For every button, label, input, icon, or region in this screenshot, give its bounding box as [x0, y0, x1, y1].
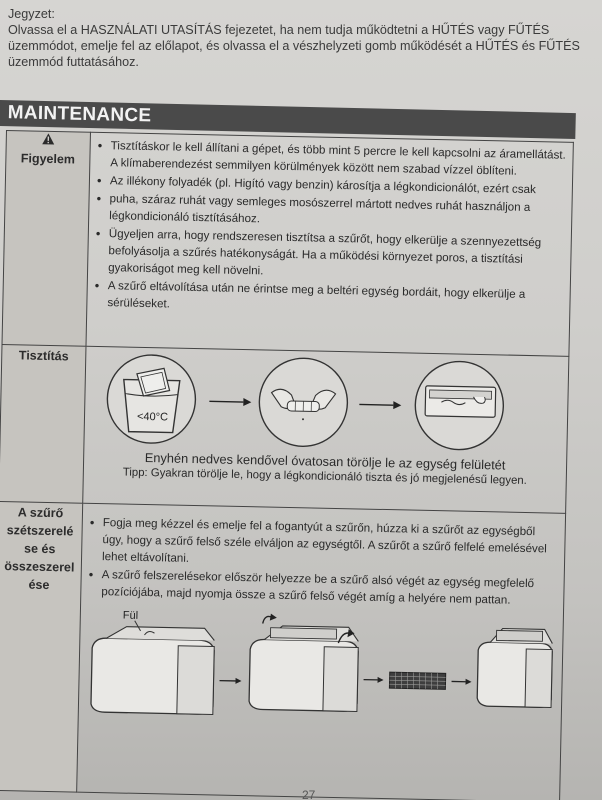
note-label: Jegyzet: — [8, 7, 55, 21]
cleaning-steps-svg — [90, 351, 562, 456]
filter-row — [0, 501, 566, 800]
warning-label-cell — [2, 131, 90, 347]
filter-label-line-3: se és — [23, 541, 56, 557]
section-title: MAINTENANCE — [7, 102, 152, 127]
handle-label: Fül — [122, 609, 139, 622]
cleaning-label-cell — [0, 344, 86, 503]
filter-item-1: • Fogja meg kézzel és emelje fel a fogantyút a szűrőn, húzza ki a szűrőt az egységből úgy, hogy a szűrő felső széle elváljon az egységtől. A szűrőt a szűrő felfelé emelésével lehet eltávolítani. — [100, 514, 559, 575]
page-number: 27 — [302, 788, 316, 800]
ac-unit-filter-out-icon — [249, 613, 359, 711]
water-bucket-icon — [106, 354, 196, 444]
filter-label-line-1: A szűrő — [17, 505, 64, 521]
cleaning-content — [83, 346, 569, 513]
warning-list — [93, 137, 567, 321]
warning-item-5: • A szűrő eltávolítása után ne érintse meg a beltéri egység bordáit, hogy elkerülje a sérüléseket. — [105, 277, 564, 321]
warning-content — [86, 132, 573, 356]
cleaning-row — [0, 344, 569, 513]
temperature-label: <40°C — [136, 410, 169, 424]
filter-steps-svg — [84, 608, 556, 738]
filter-label-line-2: szétszerelé — [6, 523, 74, 539]
cleaning-caption: Enyhén nedves kendővel óvatosan törölje le az egység felületét — [144, 449, 506, 473]
filter-label-line-5: ése — [28, 577, 50, 593]
ac-unit-open-icon — [477, 628, 553, 708]
warning-item-1: • Tisztításkor le kell állítani a gépet, és több mint 5 percre le kell kapcsolni az áramellátást. A klímaberendezést semmilyen körülmények között nem szabad vízzel öblíteni. — [108, 137, 567, 181]
filter-illustration — [84, 608, 556, 738]
note-text: Olvassa el a HASZNÁLATI UTASÍTÁS fejezetet, ha nem tudja működtetni a HŰTÉS vagy FŰTÉS üzemmódot, emelje fel az előlapot, és olvassa el a vészhelyzeti gomb működését a HŰTÉS és FŰTÉS üzemmód futtatásához. — [8, 23, 580, 69]
warning-triangle-icon — [8, 132, 89, 149]
warning-item-4: • Ügyeljen arra, hogy rendszeresen tisztítsa a szűrőt, hogy elkerülje a szennyezettség befolyásolja a szűrés hatékonyságát. Ha a működési környezet poros, a tisztítási gyakoriságot meg kell növelni. — [106, 225, 565, 286]
warning-item-3: • puha, száraz ruhát vagy semleges mosószerrel mártott nedves ruhát használjon a légkondicionáló tisztításához. — [107, 190, 566, 234]
filter-content — [77, 503, 566, 800]
note-block — [8, 6, 593, 70]
arrow-right-icon — [451, 678, 471, 684]
wipe-unit-icon — [414, 361, 504, 451]
arrow-right-icon — [364, 677, 384, 683]
warning-label: Figyelem — [20, 151, 76, 167]
filter-list — [87, 508, 559, 610]
warning-item-2: • Az illékony folyadék (pl. Higító vagy benzin) károsítja a légkondicionálót, ezért csak — [108, 172, 566, 199]
filter-mesh-icon — [389, 672, 445, 689]
wring-cloth-icon — [258, 357, 348, 447]
filter-item-2: • A szűrő felszerelésekor először helyezze be a szűrő alsó végét az egység megfelelő pozíciójába, majd nyomja össze a szűrő felső végét amíg a helyére nem pattan. — [99, 566, 558, 610]
cleaning-illustration — [90, 351, 562, 456]
cleaning-tip: Tipp: Gyakran törölje le, hogy a légkondicionáló tiszta és jó megjelenésű legyen. — [122, 466, 527, 487]
cleaning-label: Tisztítás — [18, 348, 69, 364]
ac-unit-icon — [91, 620, 215, 715]
arrow-right-icon — [359, 400, 401, 409]
maintenance-table — [0, 130, 574, 800]
warning-row — [2, 131, 573, 357]
filter-label-line-4: összeszerel — [4, 559, 75, 575]
filter-label-cell — [0, 501, 83, 792]
arrow-right-icon — [219, 678, 241, 684]
arrow-right-icon — [209, 397, 251, 406]
